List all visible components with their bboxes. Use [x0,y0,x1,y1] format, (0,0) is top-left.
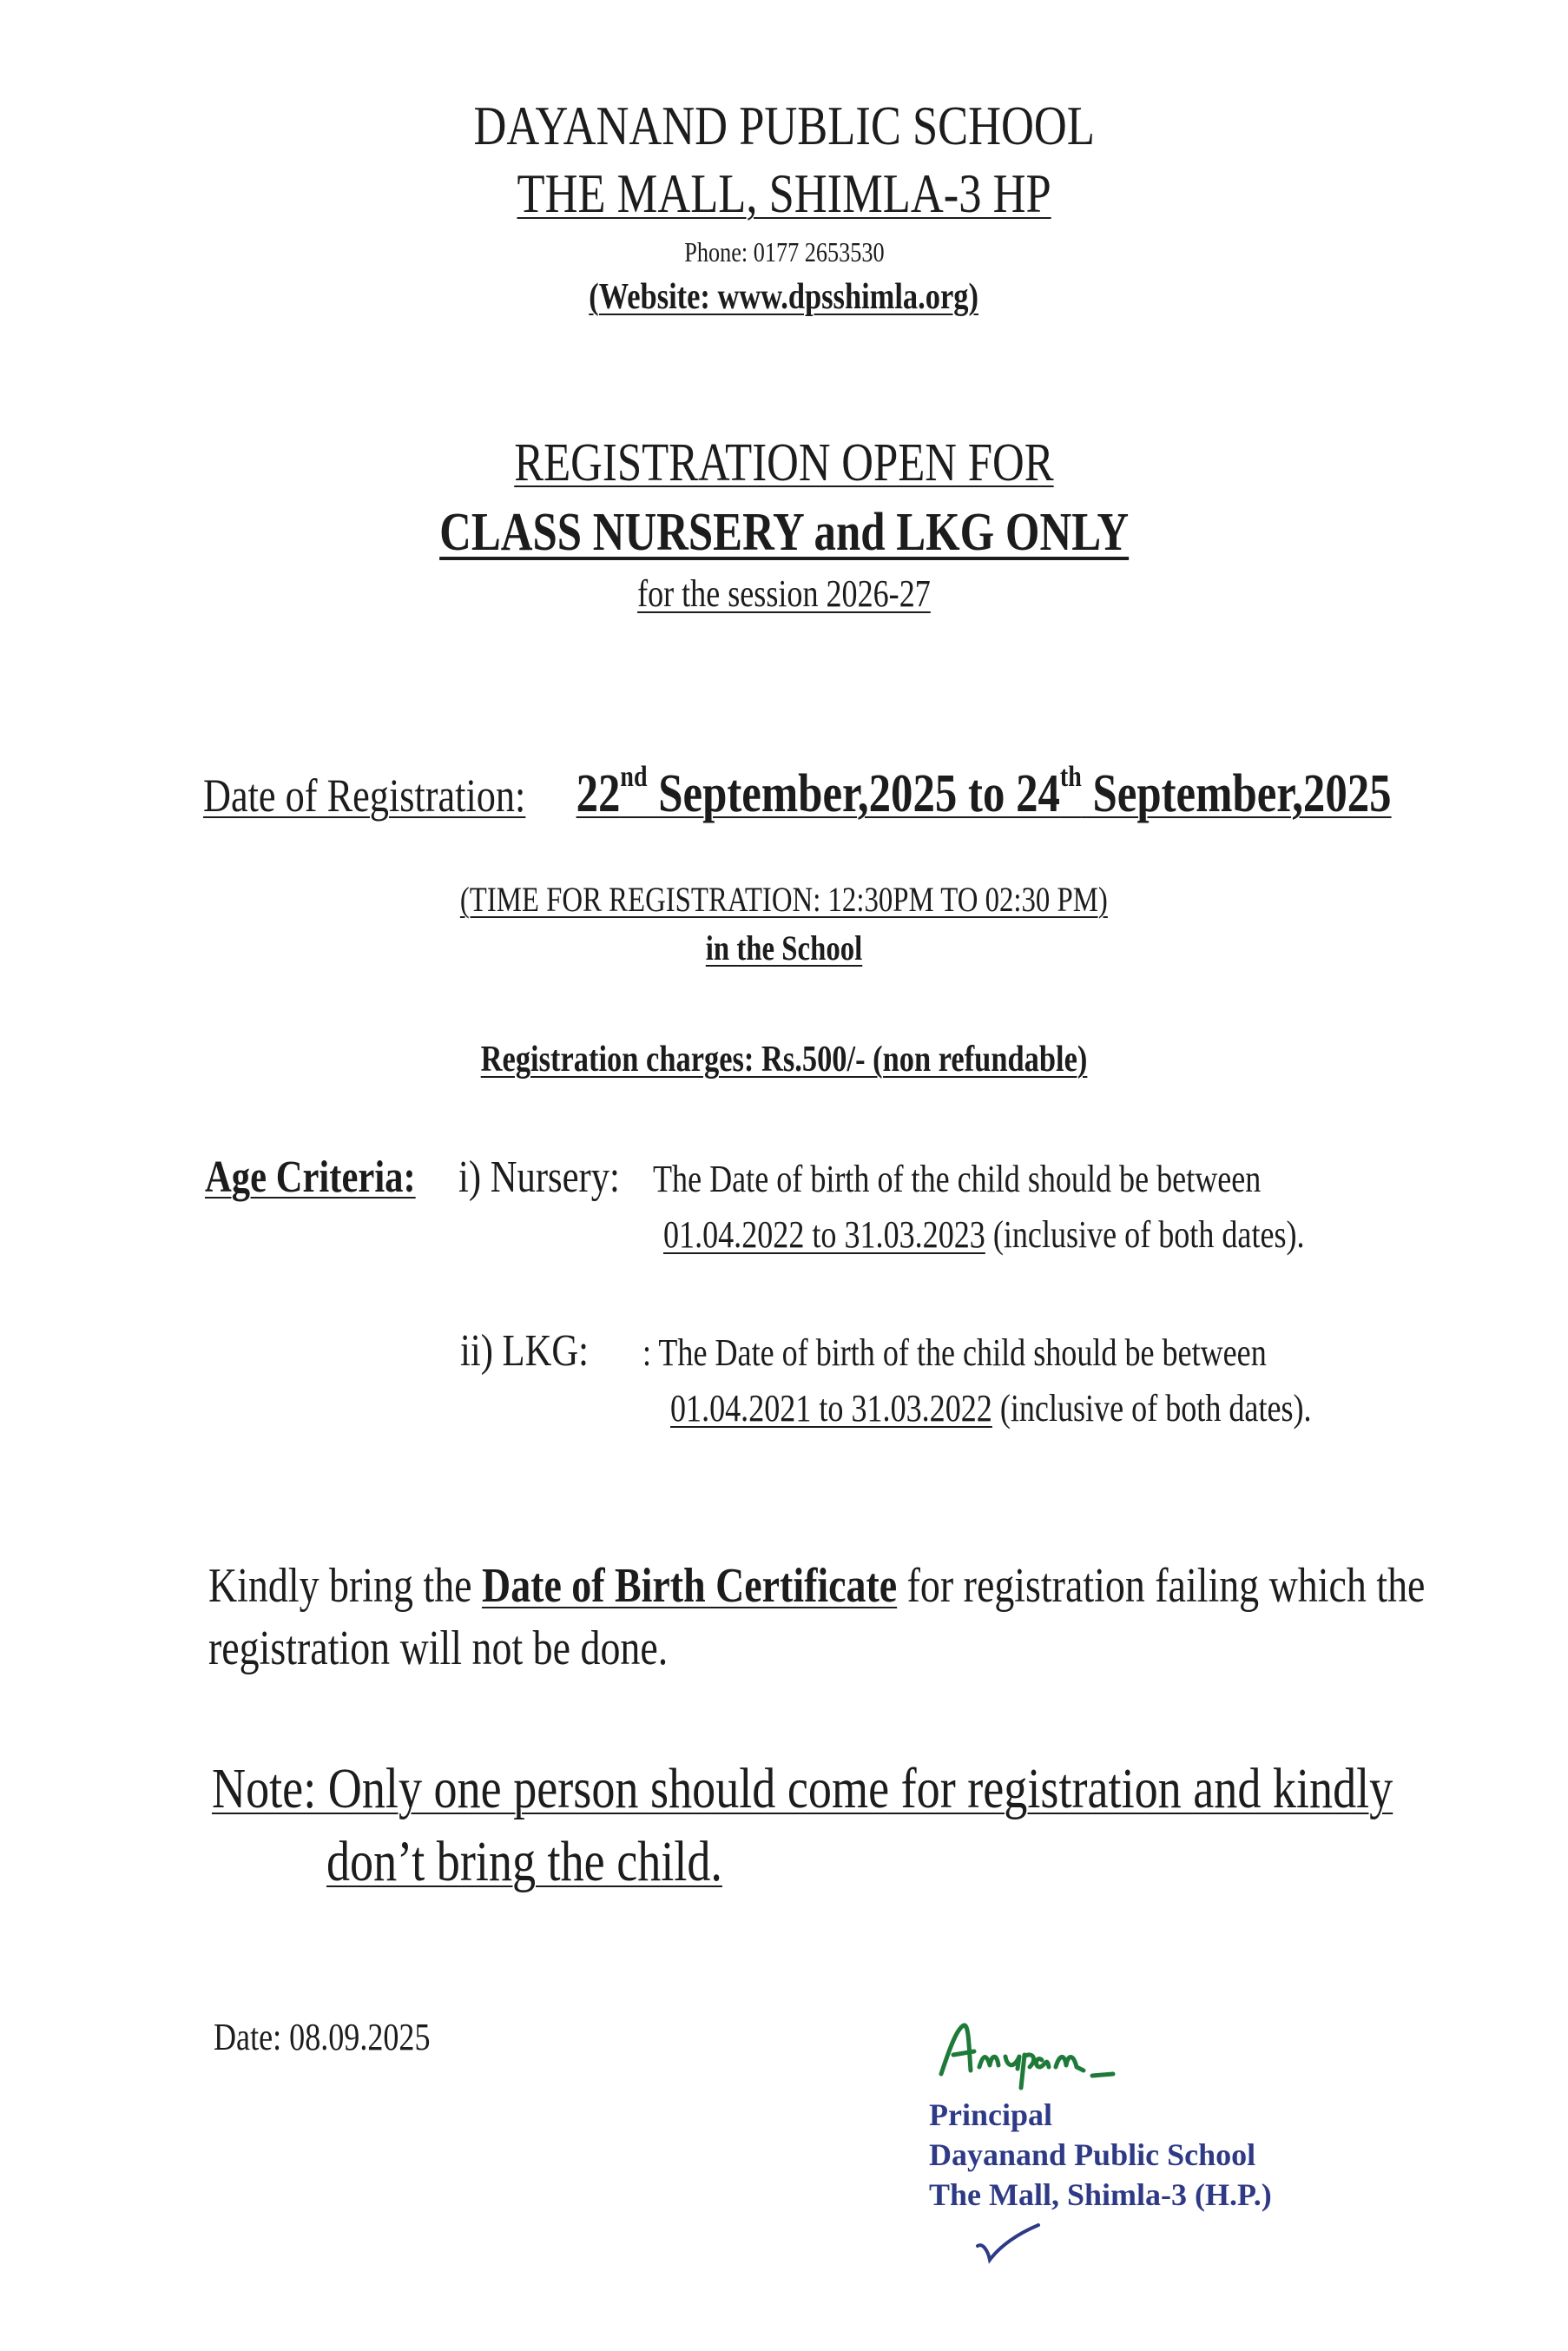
principal-title: Principal [929,2097,1052,2132]
registration-date-range: 22nd September,2025 to 24th September,2025 [576,761,1392,823]
principal-org: Dayanand Public School [929,2137,1256,2172]
birth-certificate-instruction: Kindly bring the Date of Birth Certificate for registration failing which the [208,1559,1426,1613]
notice-session: for the session 2026-27 [637,572,931,615]
birth-certificate-instruction-cont: registration will not be done. [208,1621,669,1675]
lkg-label: ii) LKG: [460,1326,590,1376]
registration-venue: in the School [705,928,863,967]
tick-mark-icon [969,2216,1047,2268]
notice-classes: CLASS NURSERY and LKG ONLY [438,503,1129,562]
principal-place: The Mall, Shimla-3 (H.P.) [929,2177,1272,2212]
registration-date-line [203,761,1568,825]
school-phone: Phone: 0177 2653530 [683,236,885,267]
nursery-date-range: 01.04.2022 to 31.03.2023 (inclusive of both dates). [663,1213,1305,1256]
note-line-2: don’t bring the child. [326,1830,722,1893]
birth-certificate-emphasis: Date of Birth Certificate [482,1559,898,1613]
registration-charges: Registration charges: Rs.500/- (non refundable) [480,1040,1088,1080]
nursery-criteria-text: The Date of birth of the child should be between [653,1158,1262,1200]
nursery-label: i) Nursery: [458,1152,620,1202]
principal-signature-block [929,2013,1272,2268]
lkg-date-range: 01.04.2021 to 31.03.2022 (inclusive of both dates). [670,1387,1312,1430]
school-name: DAYANAND PUBLIC SCHOOL [473,95,1095,156]
age-criteria-label: Age Criteria: [205,1152,416,1202]
notice-date: Date: 08.09.2025 [214,2016,431,2058]
registration-time: (TIME FOR REGISTRATION: 12:30PM TO 02:30 PM) [460,880,1108,919]
school-website: (Website: www.dpsshimla.org) [589,277,979,317]
lkg-criteria-text: : The Date of birth of the child should be between [642,1331,1267,1374]
signature-icon [934,2013,1160,2091]
note-line-1: Note: Only one person should come for registration and kindly [212,1757,1393,1820]
school-address: THE MALL, SHIMLA-3 HP [517,162,1051,224]
registration-date-label: Date of Registration: [203,769,526,822]
notice-heading: REGISTRATION OPEN FOR [514,433,1054,492]
